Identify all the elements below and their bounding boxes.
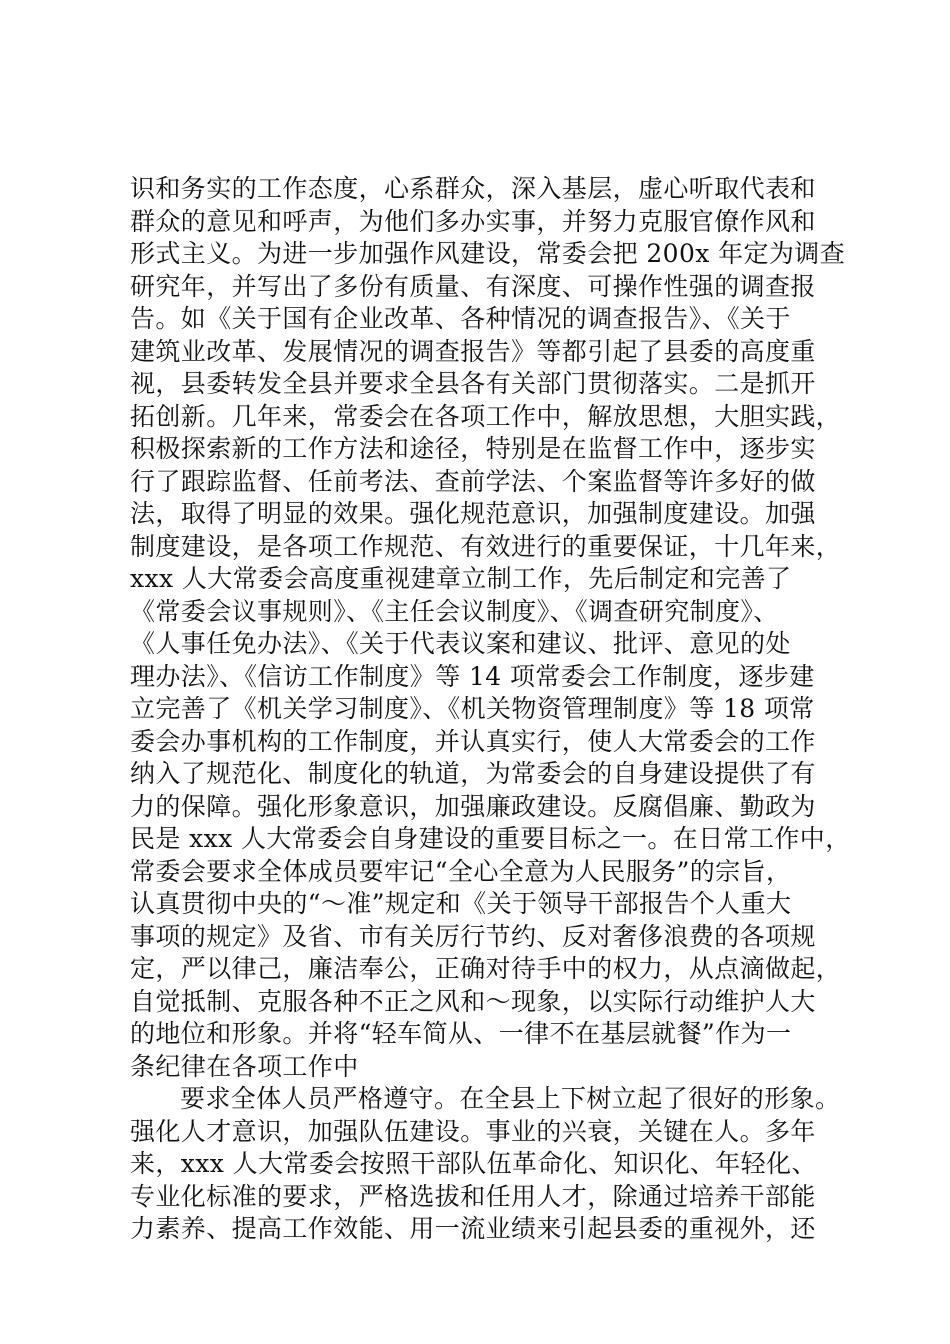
text-line: 常委会要求全体成员要牢记“全心全意为人民服务”的宗旨， bbox=[130, 856, 792, 886]
text-line: 制度建设，是各项工作规范、有效进行的重要保证，十几年来， bbox=[130, 531, 842, 561]
text-line: 的地位和形象。并将“轻车简从、一律不在基层就餐”作为一 bbox=[130, 1019, 792, 1048]
text-line: 理办法》、《信访工作制度》等 14 项常委会工作制度，逐步建 bbox=[130, 661, 815, 691]
text-line: 强化人才意识，加强队伍建设。事业的兴衰，关键在人。多年 bbox=[130, 1116, 816, 1146]
text-line: 积极探索新的工作方法和途径，特别是在监督工作中，逐步实 bbox=[130, 434, 816, 463]
text-line: 专业化标准的要求，严格选拔和任用人才，除通过培养干部能 bbox=[130, 1181, 816, 1211]
text-line: 委会办事机构的工作制度，并认真实行，使人大常委会的工作 bbox=[130, 726, 816, 756]
text-line: 研究年，并写出了多份有质量、有深度、可操作性强的调查报 bbox=[130, 271, 816, 301]
text-line: 拓创新。几年来，常委会在各项工作中，解放思想，大胆实践， bbox=[130, 401, 842, 431]
text-line: 群众的意见和呼声，为他们多办实事，并努力克服官僚作风和 bbox=[130, 206, 816, 236]
text-line: 识和务实的工作态度，心系群众，深入基层，虚心听取代表和 bbox=[130, 174, 816, 203]
text-line: 民是 xxx 人大常委会自身建设的重要目标之一。在日常工作中， bbox=[130, 824, 851, 853]
text-line: xxx 人大常委会高度重视建章立制工作，先后制定和完善了 bbox=[130, 564, 792, 593]
text-line: 来，xxx 人大常委会按照干部队伍革命化、知识化、年轻化、 bbox=[130, 1149, 817, 1178]
text-line: 立完善了《机关学习制度》、《机关物资管理制度》等 18 项常 bbox=[130, 694, 815, 723]
text-line: 建筑业改革、发展情况的调查报告》等都引起了县委的高度重 bbox=[130, 336, 816, 366]
text-line: 形式主义。为进一步加强作风建设，常委会把 200x 年定为调查 bbox=[130, 239, 846, 268]
text-line: 法，取得了明显的效果。强化规范意识，加强制度建设。加强 bbox=[130, 499, 816, 528]
text-line: 力素养、提高工作效能、用一流业绩来引起县委的重视外，还 bbox=[130, 1214, 816, 1243]
text-line: 认真贯彻中央的“～准”规定和《关于领导干部报告个人重大 bbox=[130, 889, 792, 918]
text-line: 纳入了规范化、制度化的轨道，为常委会的自身建设提供了有 bbox=[130, 759, 816, 788]
document-body bbox=[130, 173, 850, 1246]
text-line: 行了跟踪监督、任前考法、查前学法、个案监督等许多好的做 bbox=[130, 466, 816, 496]
text-line: 视，县委转发全县并要求全县各有关部门贯彻落实。二是抓开 bbox=[130, 369, 816, 398]
text-line: 条纪律在各项工作中 bbox=[130, 1051, 359, 1081]
text-line: 《人事任免办法》、《关于代表议案和建议、批评、意见的处 bbox=[130, 629, 791, 658]
text-line: 《常委会议事规则》、《主任会议制度》、《调查研究制度》、 bbox=[130, 596, 779, 626]
text-line: 告。如《关于国有企业改革、各种情况的调查报告》、《关于 bbox=[130, 304, 791, 333]
paragraph-start-line: 要求全体人员严格遵守。在全县上下树立起了很好的形象。 bbox=[180, 1084, 841, 1113]
text-line: 自觉抵制、克服各种不正之风和～现象，以实际行动维护人大 bbox=[130, 986, 816, 1016]
text-line: 力的保障。强化形象意识，加强廉政建设。反腐倡廉、勤政为 bbox=[130, 791, 816, 821]
text-line: 定，严以律己，廉洁奉公，正确对待手中的权力，从点滴做起， bbox=[130, 954, 842, 983]
text-line: 事项的规定》及省、市有关厉行节约、反对奢侈浪费的各项规 bbox=[130, 921, 816, 951]
